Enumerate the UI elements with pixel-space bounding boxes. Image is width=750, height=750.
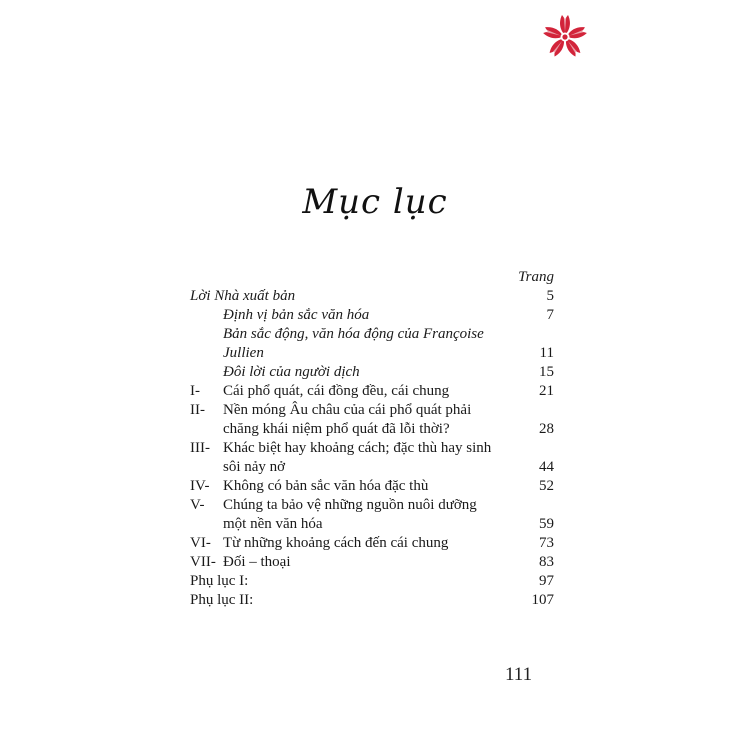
table-of-contents <box>190 268 554 610</box>
toc-entry <box>190 515 554 534</box>
toc-entry-title: Đối – thoại <box>223 554 291 570</box>
toc-entry <box>190 420 554 439</box>
toc-entry <box>190 344 554 363</box>
toc-entry <box>190 306 554 325</box>
toc-entry-page: 11 <box>539 345 554 361</box>
toc-header-row <box>190 268 554 287</box>
toc-entry-page: 21 <box>539 383 554 399</box>
toc-entry-title: Phụ lục II: <box>190 592 254 608</box>
toc-entry-title: Phụ lục I: <box>190 573 249 589</box>
toc-entry-number: VII- <box>190 554 216 570</box>
toc-entry-title: Lời Nhà xuất bản <box>190 288 296 304</box>
toc-entry-title: Khác biệt hay khoảng cách; đặc thù hay sinh <box>223 440 492 456</box>
toc-entry-page: 44 <box>539 459 554 475</box>
toc-entry <box>190 458 554 477</box>
toc-entry <box>190 496 554 515</box>
toc-entry <box>190 591 554 610</box>
toc-entry-page: 97 <box>539 573 554 589</box>
toc-entry-number: III- <box>190 440 210 456</box>
toc-entry-title: Từ những khoảng cách đến cái chung <box>223 535 449 551</box>
page-column-header: Trang <box>518 269 554 285</box>
toc-entry-title: một nền văn hóa <box>223 516 323 532</box>
toc-entry <box>190 401 554 420</box>
toc-entry <box>190 553 554 572</box>
toc-entry-title: Nền móng Âu châu của cái phổ quát phải <box>223 402 472 418</box>
toc-entry-title: Không có bản sắc văn hóa đặc thù <box>223 478 429 494</box>
toc-entry-page: 5 <box>546 288 554 304</box>
toc-entry-number: I- <box>190 383 200 399</box>
toc-entry-page: 7 <box>546 307 554 323</box>
toc-entry <box>190 363 554 382</box>
toc-entry-number: IV- <box>190 478 210 494</box>
toc-entry-page: 59 <box>539 516 554 532</box>
toc-entry-title: Đôi lời của người dịch <box>223 364 360 380</box>
toc-entry <box>190 572 554 591</box>
toc-entry-title: Định vị bản sắc văn hóa <box>223 307 370 323</box>
page-title: Mục lục <box>302 182 448 222</box>
toc-entry <box>190 534 554 553</box>
page-number: 111 <box>505 664 533 685</box>
toc-entry <box>190 325 554 344</box>
toc-entry-number: II- <box>190 402 205 418</box>
toc-entry-page: 28 <box>539 421 554 437</box>
toc-entry <box>190 382 554 401</box>
toc-entry <box>190 477 554 496</box>
toc-entry-title: Bản sắc động, văn hóa động của Françoise <box>223 326 484 342</box>
toc-entry-page: 73 <box>539 535 554 551</box>
toc-entry-number: V- <box>190 497 205 513</box>
toc-entry <box>190 287 554 306</box>
flower-emblem-icon <box>541 13 589 61</box>
toc-entry-page: 15 <box>539 364 554 380</box>
toc-entry-number: VI- <box>190 535 211 551</box>
toc-entry <box>190 439 554 458</box>
toc-entry-title: sôi nảy nở <box>223 459 286 475</box>
toc-entry-page: 107 <box>531 592 554 608</box>
toc-entry-title: Cái phổ quát, cái đồng đều, cái chung <box>223 383 450 399</box>
toc-entry-title: chăng khái niệm phổ quát đã lỗi thời? <box>223 421 450 437</box>
toc-entry-title: Chúng ta bảo vệ những nguồn nuôi dưỡng <box>223 497 477 513</box>
toc-entry-page: 52 <box>539 478 554 494</box>
toc-entry-page: 83 <box>539 554 554 570</box>
toc-entry-title: Jullien <box>223 345 264 361</box>
